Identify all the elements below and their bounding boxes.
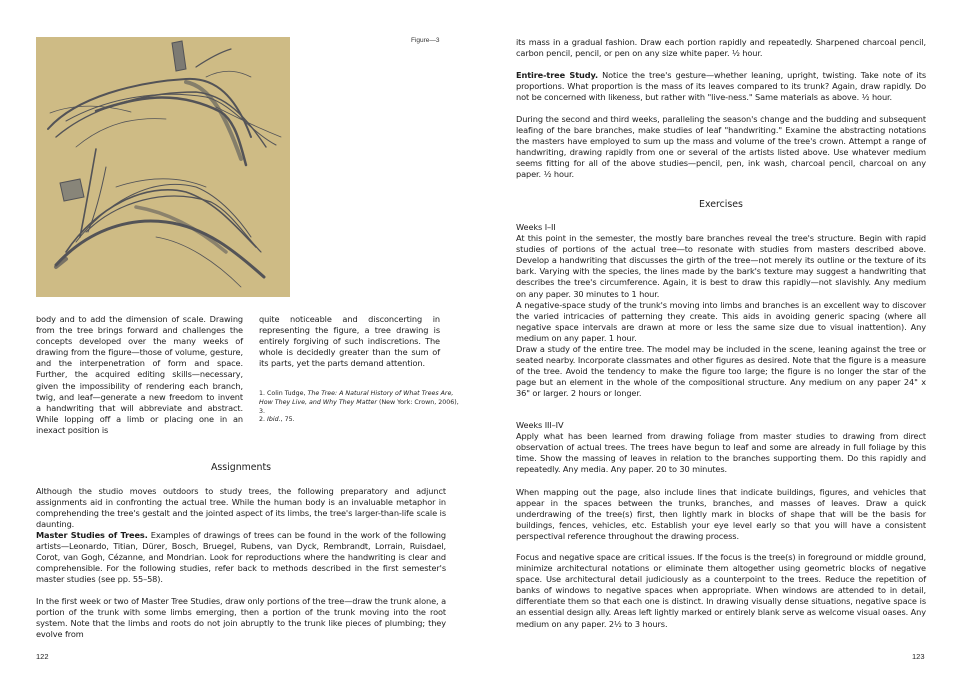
page-number-right: 123 <box>912 652 925 661</box>
entire-tree-label: Entire-tree Study. <box>516 70 599 80</box>
figure-caption: Figure—3 <box>411 37 440 44</box>
focus-paragraph: Focus and negative space are critical issues. If the focus is the tree(s) in foreground or middle ground, minimize architectural notations or eliminate them altogether using geometric blocks of negative space. Use architectural detail judiciously as a counterpoint to the trees. Reduce the repetition of banks of windows to negative spaces when appropriate. When windows are attended to in detail, differentiate them so that each one is distinct. In drawing visually dense situations, negative space is an essential design ally. Areas left lightly marked or entirely blank serve as welcome visual oases. Any medium on any paper. 2½ to 3 hours. <box>516 552 926 629</box>
weeks-1-2-paragraph-2: A negative-space study of the trunk's moving into limbs and branches is an excellent way to discover the varied intricacies of patterning they create. This aids in avoiding generic spacing (where all negative space intervals are drawn at more or less the same size due to visual inattention). Any medium on any paper. 1 hour. <box>516 299 926 343</box>
right-page <box>480 0 960 691</box>
footnote-1: 1. Colin Tudge, The Tree: A Natural History of What Trees Are, How They Live, and Why They Matter (New York: Crown, 2006), 3. <box>259 390 459 415</box>
intro-column-1: body and to add the dimension of scale. Drawing from the tree brings forward and challenges the concepts developed over the many weeks of drawing from the figure—those of volume, gesture, and the interpenetration of form and space. Further, the acquired editing skills—necessary, given the impossibility of rendering each branch, twig, and leaf—generate a new freedom to invent a handwriting that will abbreviate and abstract. While lopping off a limb or placing one in an inexact position is <box>36 314 243 435</box>
entire-tree-paragraph: Entire-tree Study. Notice the tree's gesture—whether leaning, upright, twisting. Take note of its proportions. What proportion is the mass of its leaves compared to its trunk? Again, draw rapidly. Do not be concerned with likeness, but rather with "live-ness." Same materials as above. ½ hour. <box>516 70 927 103</box>
assignments-heading: Assignments <box>210 462 272 473</box>
page-number-left: 122 <box>36 652 49 661</box>
weeks-3-4-heading: Weeks III–IV <box>516 420 564 430</box>
tree-branch-drawing-image <box>36 37 290 297</box>
continuation-paragraph: its mass in a gradual fashion. Draw each portion rapidly and repeatedly. Sharpened charcoal pencil, carbon pencil, pencil, or pen on any size white paper. ½ hour. <box>516 37 926 59</box>
master-studies-label: Master Studies of Trees. <box>36 530 148 540</box>
footnote-1-title: The Tree: A Natural History of What Trees Are, How They Live, and Why They Matter <box>259 390 454 406</box>
footnote-2-title: Ibid. <box>267 416 281 424</box>
weeks-1-2-section <box>516 222 926 400</box>
weeks-1-2-heading: Weeks I–II <box>516 222 556 232</box>
weeks-3-4-paragraph: Apply what has been learned from drawing foliage from master studies to drawing from direct observation of actual trees. The trees have begun to leaf and some are already in full foliage by this time. Show the massing of leaves in relation to the branches supporting them. Do this rapidly and repeatedly. Any media. Any paper. 20 to 30 minutes. <box>516 431 926 475</box>
weeks-1-2-paragraph-1: At this point in the semester, the mostly bare branches reveal the tree's structure. Begin with rapid studies of portions of the actual tree—to resonate with studies from masters described above. Develop a handwriting that discusses the girth of the tree—not merely its outline or the texture of its bark. Varying with the species, the lines made by the bark's texture may suggest a handwriting that describes the tree's circumference. Again, it is best to draw this rapidly—not slavishly. Any medium on any paper. 30 minutes to 1 hour. <box>516 233 926 299</box>
weeks-3-4-section <box>516 420 926 475</box>
master-studies-paragraph: Master Studies of Trees. Examples of drawings of trees can be found in the work of the following artists—Leonardo, Titian, Dürer, Bosch, Bruegel, Rubens, van Dyck, Rembrandt, Lorrain, Ruisdael, Corot, van Gogh, Cézanne, and Mondrian. Look for reproductions where the handwriting is clear and comprehensible. For the following studies, refer back to methods described in the first semester's master studies (see pp. 55–58). <box>36 530 446 585</box>
tree-branch-drawing-figure <box>36 37 290 297</box>
exercises-heading: Exercises <box>699 199 743 210</box>
mapping-paragraph: When mapping out the page, also include lines that indicate buildings, figures, and vehicles that appear in the spaces between the trunks, branches, and masses of leaves. Draw a quick underdrawing of the tree(s) first, then lightly mark in blocks of shape that will be the basis for buildings, fences, vehicles, etc. Establish your eye level early so that you will have a consistent perspectival reference throughout the drawing process. <box>516 487 926 542</box>
assignments-intro: Although the studio moves outdoors to study trees, the following preparatory and adjunct assignments aid in confronting the actual tree. While the human body is an invaluable metaphor in comprehending the tree's gestalt and the jointed aspect of its limbs, the tree's larger-than-life scale is daunting. <box>36 486 446 530</box>
first-week-paragraph: In the first week or two of Master Tree Studies, draw only portions of the tree—draw the trunk alone, a portion of the trunk with some limbs emerging, then a portion of the trunk moving into the root system. Note that the limbs and roots do not join abruptly to the trunk like pieces of plumbing; they evolve from <box>36 596 446 640</box>
intro-column-2: quite noticeable and disconcerting in representing the figure, a tree drawing is entirely forgiving of such indiscretions. The whole is decidedly greater than the sum of its parts, yet the parts demand attention. <box>259 314 440 369</box>
footnotes <box>259 390 459 425</box>
footnote-2: 2. Ibid., 75. <box>259 416 295 424</box>
weeks-1-2-paragraph-3: Draw a study of the entire tree. The model may be included in the scene, leaning against the tree or seated nearby. Incorporate classmates and other figures as desired. Note that the figure is a measure of the tree. Avoid the tendency to make the figure too large; the figure is no longer the star of the page but an element in the whole of the compositional structure. Any medium on any paper 24" x 36" or larger. 2 hours or longer. <box>516 344 926 399</box>
second-third-weeks-paragraph: During the second and third weeks, paralleling the season's change and the budding and subsequent leafing of the bare branches, make studies of leaf "handwriting." Examine the abstracting notations the masters have employed to sum up the mass and volume of the tree's crown. Attempt a range of handwriting, drawing rapidly from one or several of the artists listed above. Use whatever medium seems fitting for all of the above studies—pencil, pen, ink wash, charcoal pencil, charcoal on any paper. ½ hour. <box>516 114 926 180</box>
